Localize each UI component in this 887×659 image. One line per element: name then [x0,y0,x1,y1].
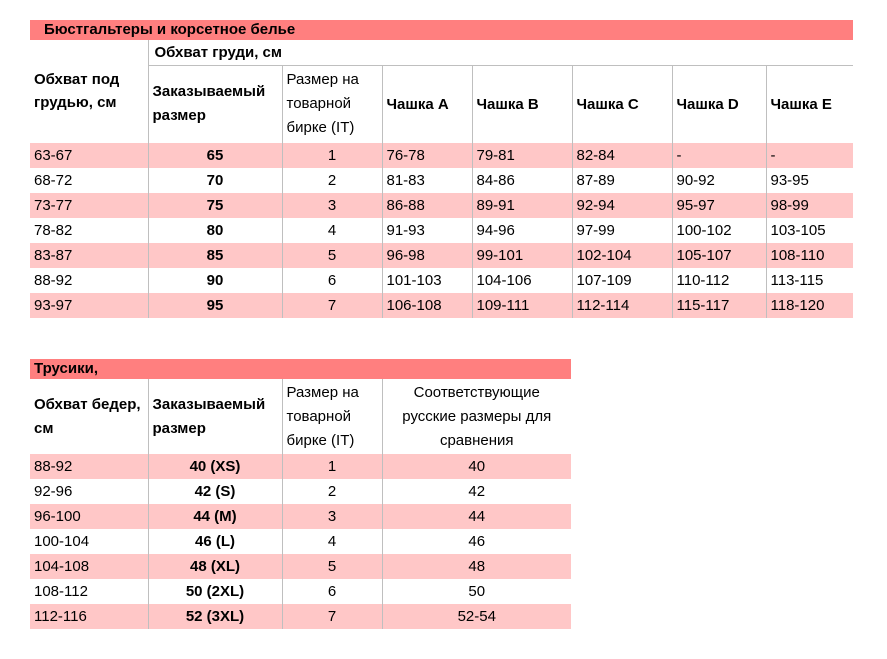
cell-russian-size: 40 [382,454,571,479]
bra-section-title [30,20,853,40]
cell-cup-b: 84-86 [472,168,572,193]
cell-cup-c: 82-84 [572,143,672,168]
cell-underbust: 63-67 [30,143,148,168]
cell-cup-c: 97-99 [572,218,672,243]
cell-tag-size: 7 [282,293,382,318]
cell-cup-e: - [766,143,853,168]
table-row [30,168,853,193]
cell-order-size: 75 [148,193,282,218]
cell-order-size: 70 [148,168,282,193]
cell-russian-size: 42 [468,483,486,500]
cell-tag-size: 1 [282,143,382,168]
cell-cup-e: 93-95 [770,171,809,189]
cell-tag-size: 5 [282,243,382,268]
table-row [30,143,853,168]
cell-cup-e: 118-120 [766,293,853,318]
cell-cup-a: 96-98 [382,243,472,268]
panties-size-table [30,379,571,629]
cell-cup-a: 91-93 [382,218,472,243]
cell-cup-c: 102-104 [572,243,672,268]
col-header-tag-size: Размер на товарной бирке (IT) [282,66,382,143]
cell-cup-e: 103-105 [770,221,826,239]
cell-order-size: 42 (S) [148,479,282,504]
cell-cup-a: 106-108 [382,293,472,318]
cell-cup-d: 115-117 [672,293,766,318]
table-row [30,218,853,243]
table-row [30,579,571,604]
col-header-russian-size: Соответствующие русские размеры для сравнения [402,383,552,449]
cell-tag-size: 2 [282,168,382,193]
table-row [30,504,571,529]
table-row [30,529,571,554]
panties-section-title [30,359,571,379]
cell-cup-d: 105-107 [672,243,766,268]
cell-tag-size: 2 [282,479,382,504]
cell-cup-a: 76-78 [382,143,472,168]
cell-underbust: 88-92 [30,268,148,293]
cell-cup-d: - [672,143,766,168]
cell-russian-size: 50 [468,583,486,600]
cell-underbust: 68-72 [30,168,148,193]
cell-underbust: 73-77 [30,193,148,218]
bra-size-table [30,40,853,318]
table-row [30,243,853,268]
table-row [30,454,571,479]
cell-order-size: 90 [148,268,282,293]
cell-cup-e: 108-110 [766,243,853,268]
panties-table-body [30,454,571,629]
cell-tag-size: 5 [282,554,382,579]
table-row [30,604,571,629]
cell-cup-d: 95-97 [672,193,766,218]
cell-order-size: 46 (L) [148,529,282,554]
cell-hips: 100-104 [30,529,148,554]
cell-cup-a: 101-103 [382,268,472,293]
col-header-cup-d: Чашка D [672,66,766,143]
table-row [30,554,571,579]
cell-tag-size: 3 [282,193,382,218]
cell-order-size: 52 (3XL) [148,604,282,629]
cell-order-size: 65 [148,143,282,168]
col-header-cup-a: Чашка A [382,66,472,143]
cell-hips: 92-96 [30,479,148,504]
cell-cup-e: 98-99 [766,193,853,218]
cell-tag-size: 3 [282,504,382,529]
cell-order-size: 48 (XL) [148,554,282,579]
cell-order-size: 80 [148,218,282,243]
cell-cup-b: 109-111 [472,293,572,318]
cell-cup-d: 100-102 [672,218,766,243]
cell-cup-a: 86-88 [382,193,472,218]
cell-russian-size: 48 [382,554,571,579]
panties-title-text: Трусики, [34,360,98,377]
cell-hips: 108-112 [30,579,148,604]
cell-tag-size: 4 [282,529,382,554]
cell-russian-size: 44 [382,504,571,529]
cell-cup-c: 87-89 [572,168,672,193]
cell-cup-d: 110-112 [672,268,766,293]
cell-tag-size: 4 [282,218,382,243]
cell-tag-size: 7 [282,604,382,629]
cell-underbust: 83-87 [30,243,148,268]
table-row [30,193,853,218]
cell-cup-c: 112-114 [572,293,672,318]
bra-title-text: Бюстгальтеры и корсетное белье [44,21,296,38]
cell-cup-b: 94-96 [472,218,572,243]
cell-cup-e: 113-115 [770,271,824,289]
table-row [30,268,853,293]
cell-hips: 88-92 [30,454,148,479]
col-header-underbust: Обхват под грудью, см [30,40,148,143]
cell-order-size: 44 (M) [148,504,282,529]
cell-russian-size: 52-54 [382,604,571,629]
bra-table-body [30,143,853,318]
cell-hips: 96-100 [30,504,148,529]
cell-order-size: 40 (XS) [148,454,282,479]
table-row [30,479,571,504]
cell-cup-c: 107-109 [572,268,672,293]
col-header-cup-c: Чашка C [572,66,672,143]
cell-cup-b: 89-91 [472,193,572,218]
cell-cup-b: 79-81 [472,143,572,168]
cell-cup-d: 90-92 [672,168,766,193]
cell-underbust: 93-97 [30,293,148,318]
cell-underbust: 78-82 [30,218,148,243]
cell-tag-size: 6 [282,268,382,293]
cell-tag-size: 1 [282,454,382,479]
cell-cup-c: 92-94 [572,193,672,218]
cell-order-size: 50 (2XL) [148,579,282,604]
cell-order-size: 85 [148,243,282,268]
cell-cup-b: 99-101 [472,243,572,268]
col-header-cup-b: Чашка B [472,66,572,143]
cell-hips: 112-116 [30,604,148,629]
col-header-tag-size: Размер на товарной бирке (IT) [282,379,382,454]
cell-russian-size: 46 [468,533,486,550]
cell-cup-b: 104-106 [472,268,572,293]
col-header-hips: Обхват бедер, см [30,379,148,454]
col-header-order-size: Заказываемый размер [148,66,282,143]
group-header-bust: Обхват груди, см [154,44,282,61]
cell-hips: 104-108 [30,554,148,579]
cell-order-size: 95 [148,293,282,318]
col-header-order-size: Заказываемый размер [148,379,282,454]
table-row [30,293,853,318]
cell-tag-size: 6 [282,579,382,604]
cell-cup-a: 81-83 [382,168,472,193]
col-header-cup-e: Чашка E [766,66,853,143]
